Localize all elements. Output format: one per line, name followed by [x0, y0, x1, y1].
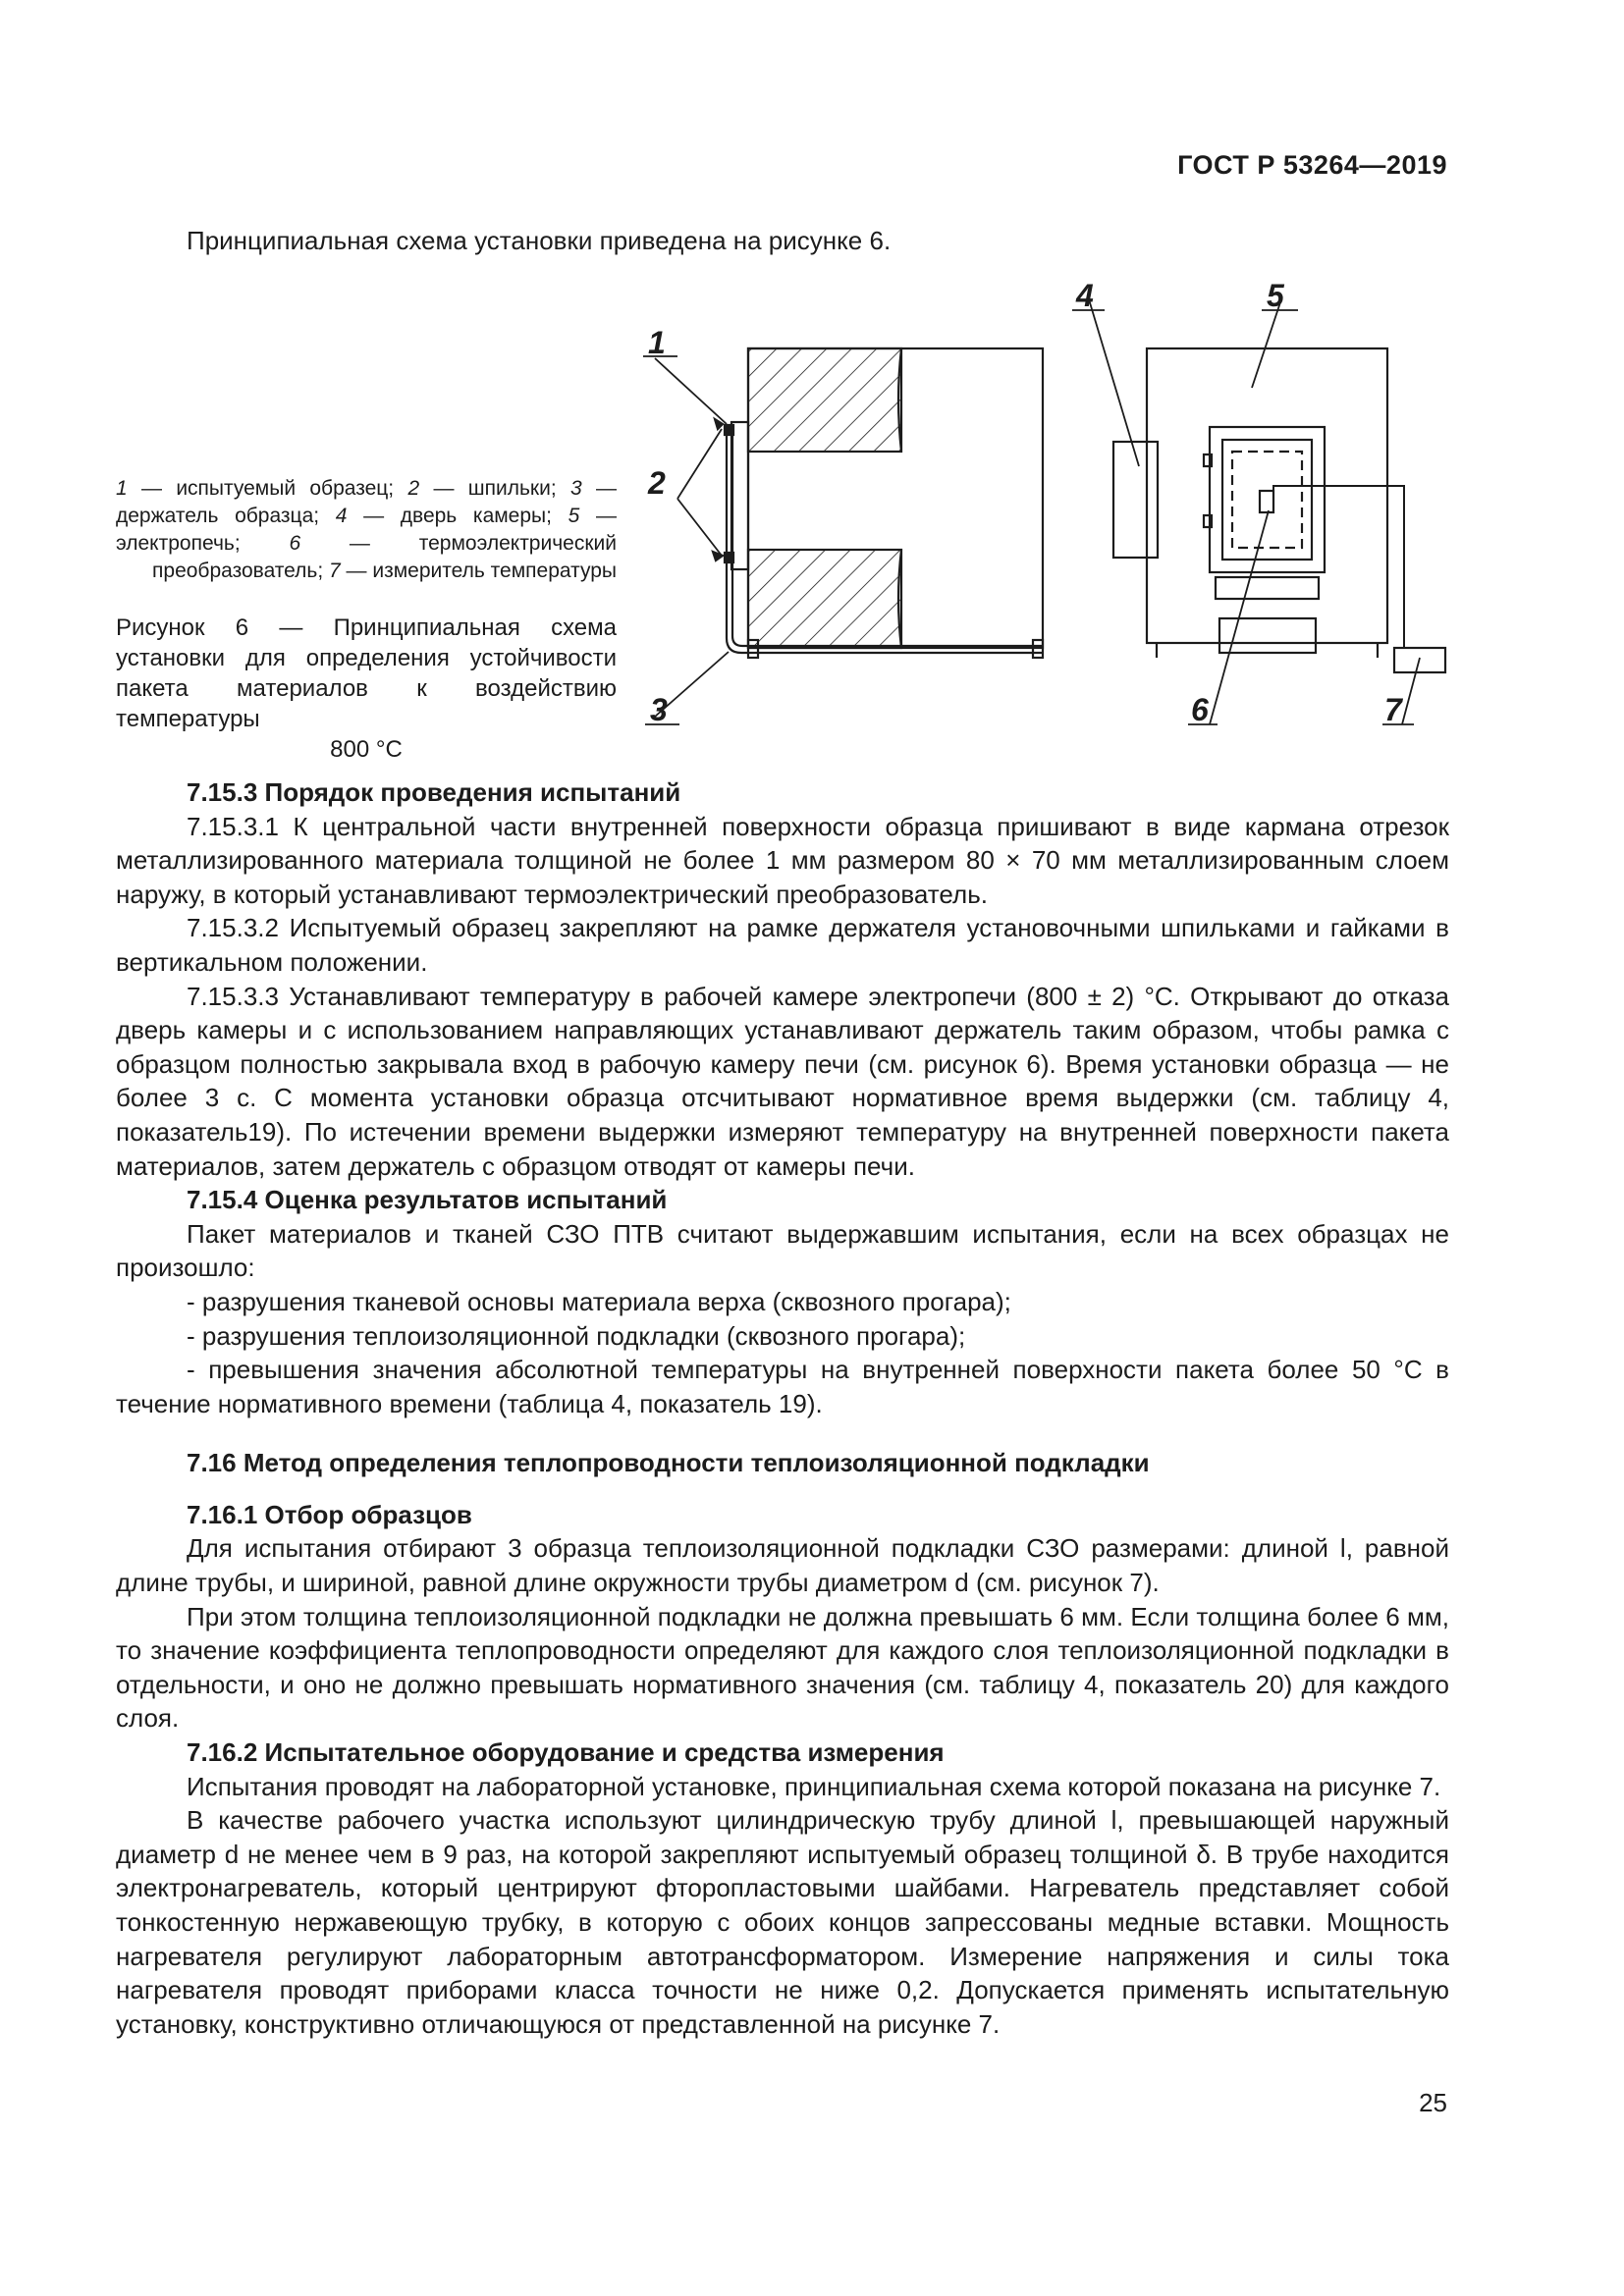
- section-heading: 7.15.3 Порядок проведения испытаний: [187, 777, 681, 807]
- hatched-insulation-bottom: [748, 550, 901, 648]
- paragraph: Испытания проводят на лабораторной установке, принципиальная схема которой показана на рисунке 7.: [187, 1771, 1441, 1801]
- legend-text: — шпильки;: [419, 477, 570, 500]
- label-3: 3: [650, 692, 668, 727]
- label-5: 5: [1267, 280, 1284, 313]
- main-text: [116, 775, 1449, 2041]
- paragraph: При этом толщина теплоизоляционной подкладки не должна превышать 6 мм. Если толщина более 6 мм, то значение коэффициента теплопроводности определяют для каждого слоя теплоизоляционной подкладки в отдельности, и оно не должно превышать нормативного значения (см. таблицу 4, показатель 20) для каждого слоя.: [116, 1601, 1449, 1734]
- legend-text: — термоэлектрический преобразователь;: [152, 532, 617, 582]
- furnace-chamber: [1222, 440, 1312, 560]
- hatched-insulation-top: [748, 348, 901, 452]
- legend-text: — держатель образца;: [116, 477, 618, 527]
- thermocouple: [1260, 491, 1273, 512]
- paragraph: В качестве рабочего участка используют цилиндрическую трубу длиной l, превышающей наружный диаметр d не менее чем в 9 раз, на которой закрепляют испытуемый образец толщиной δ. В трубе находится электронагреватель, который центрируют фторопластовыми шайбами. Нагреватель представляет собой тонкостенную нержавеющую трубку, в которую с обоих концов запрессованы медные вставки. Мощность нагревателя регулируют лабораторным автотрансформатором. Измерение напряжения и силы тока нагревателя проводят приборами класса точности не ниже 0,2. Допускается применять испытательную установку, конструктивно отличающуюся от представленной на рисунке 7.: [116, 1805, 1449, 2039]
- door: [1113, 442, 1158, 558]
- legend-num: 7: [329, 560, 341, 582]
- legend-item: [329, 560, 617, 582]
- legend-item: [336, 505, 568, 527]
- legend-num: 5: [568, 505, 580, 527]
- legend-text: — дверь камеры;: [347, 505, 568, 527]
- section-heading: 7.16.2 Испытательное оборудование и средства измерения: [187, 1737, 945, 1768]
- label-2: 2: [648, 465, 666, 501]
- specimen-dashed: [1232, 452, 1302, 548]
- section-heading: 7.16 Метод определения теплопроводности теплоизоляционной подкладки: [187, 1448, 1150, 1478]
- legend-num: 3: [570, 477, 582, 500]
- label-7: 7: [1384, 692, 1402, 727]
- legend-num: 1: [116, 477, 128, 500]
- figure-legend: [116, 475, 617, 585]
- legend-item: [116, 477, 407, 500]
- paragraph: - превышения значения абсолютной температуры на внутренней поверхности пакета более 50 °С в течение нормативного времени (таблица 4, показатель 19).: [116, 1355, 1449, 1418]
- legend-text: — испытуемый образец;: [127, 477, 408, 500]
- legend-text: — электропечь;: [116, 505, 617, 555]
- section-heading: 7.15.4 Оценка результатов испытаний: [187, 1185, 668, 1215]
- furnace-door-frame: [1210, 427, 1325, 572]
- label-6: 6: [1191, 692, 1209, 727]
- figure-caption-temperature: 800 °C: [330, 736, 403, 763]
- paragraph: - разрушения тканевой основы материала верха (сквозного прогара);: [187, 1286, 1011, 1316]
- paragraph: Пакет материалов и тканей СЗО ПТВ считают выдержавшим испытания, если на всех образцах не произошло:: [116, 1218, 1449, 1283]
- label-4: 4: [1076, 280, 1094, 313]
- holder-guide: [1216, 577, 1319, 599]
- paragraph: - разрушения теплоизоляционной подкладки (сквозного прогара);: [187, 1320, 966, 1351]
- legend-num: 6: [289, 532, 301, 555]
- specimen: [731, 422, 748, 569]
- legend-num: 4: [335, 505, 348, 527]
- label-1: 1: [648, 325, 666, 360]
- document-header-code: ГОСТ Р 53264—2019: [1177, 150, 1447, 180]
- legend-item: [407, 477, 570, 500]
- figure-caption: [116, 613, 617, 765]
- figure-caption-main: Рисунок 6 — Принципиальная схема установки для определения устойчивости пакета материалов к воздействию температуры: [116, 614, 617, 732]
- figure-6-diagram: [628, 280, 1453, 731]
- intro-text: Принципиальная схема установки приведена на рисунке 6.: [187, 226, 892, 255]
- page-number: 25: [1419, 2088, 1447, 2117]
- paragraph: 7.15.3.3 Устанавливают температуру в рабочей камере электропечи (800 ± 2) °С. Открывают до отказа дверь камеры и с использованием направляющих устанавливают держатель таким образом, чтобы рамка с образцом полностью закрывала вход в рабочую камеру печи (см. рисунок 6). Время установки образца — не более 3 с. С момента установки образца отсчитывают нормативное время выдержки (см. таблицу 4, показатель19). По истечении времени выдержки измеряют температуру на внутренней поверхности пакета материалов, затем держатель с образцом отводят от камеры печи.: [116, 981, 1449, 1181]
- paragraph: Для испытания отбирают 3 образца теплоизоляционной подкладки СЗО размерами: длиной l, равной длине трубы, и шириной, равной длине окружности трубы диаметром d (см. рисунок 7).: [116, 1533, 1449, 1598]
- legend-text: — измеритель температуры: [340, 560, 617, 582]
- paragraph: 7.15.3.2 Испытуемый образец закрепляют на рамке держателя установочными шпильками и гайками в вертикальном положении.: [116, 913, 1449, 977]
- paragraph: 7.15.3.1 К центральной части внутренней поверхности образца пришивают в виде кармана отрезок металлизированного материала толщиной не более 1 мм размером 80 × 70 мм металлизированным слоем наружу, в который устанавливают термоэлектрический преобразователь.: [116, 811, 1449, 909]
- legend-num: 2: [407, 477, 420, 500]
- section-heading: 7.16.1 Отбор образцов: [187, 1499, 472, 1529]
